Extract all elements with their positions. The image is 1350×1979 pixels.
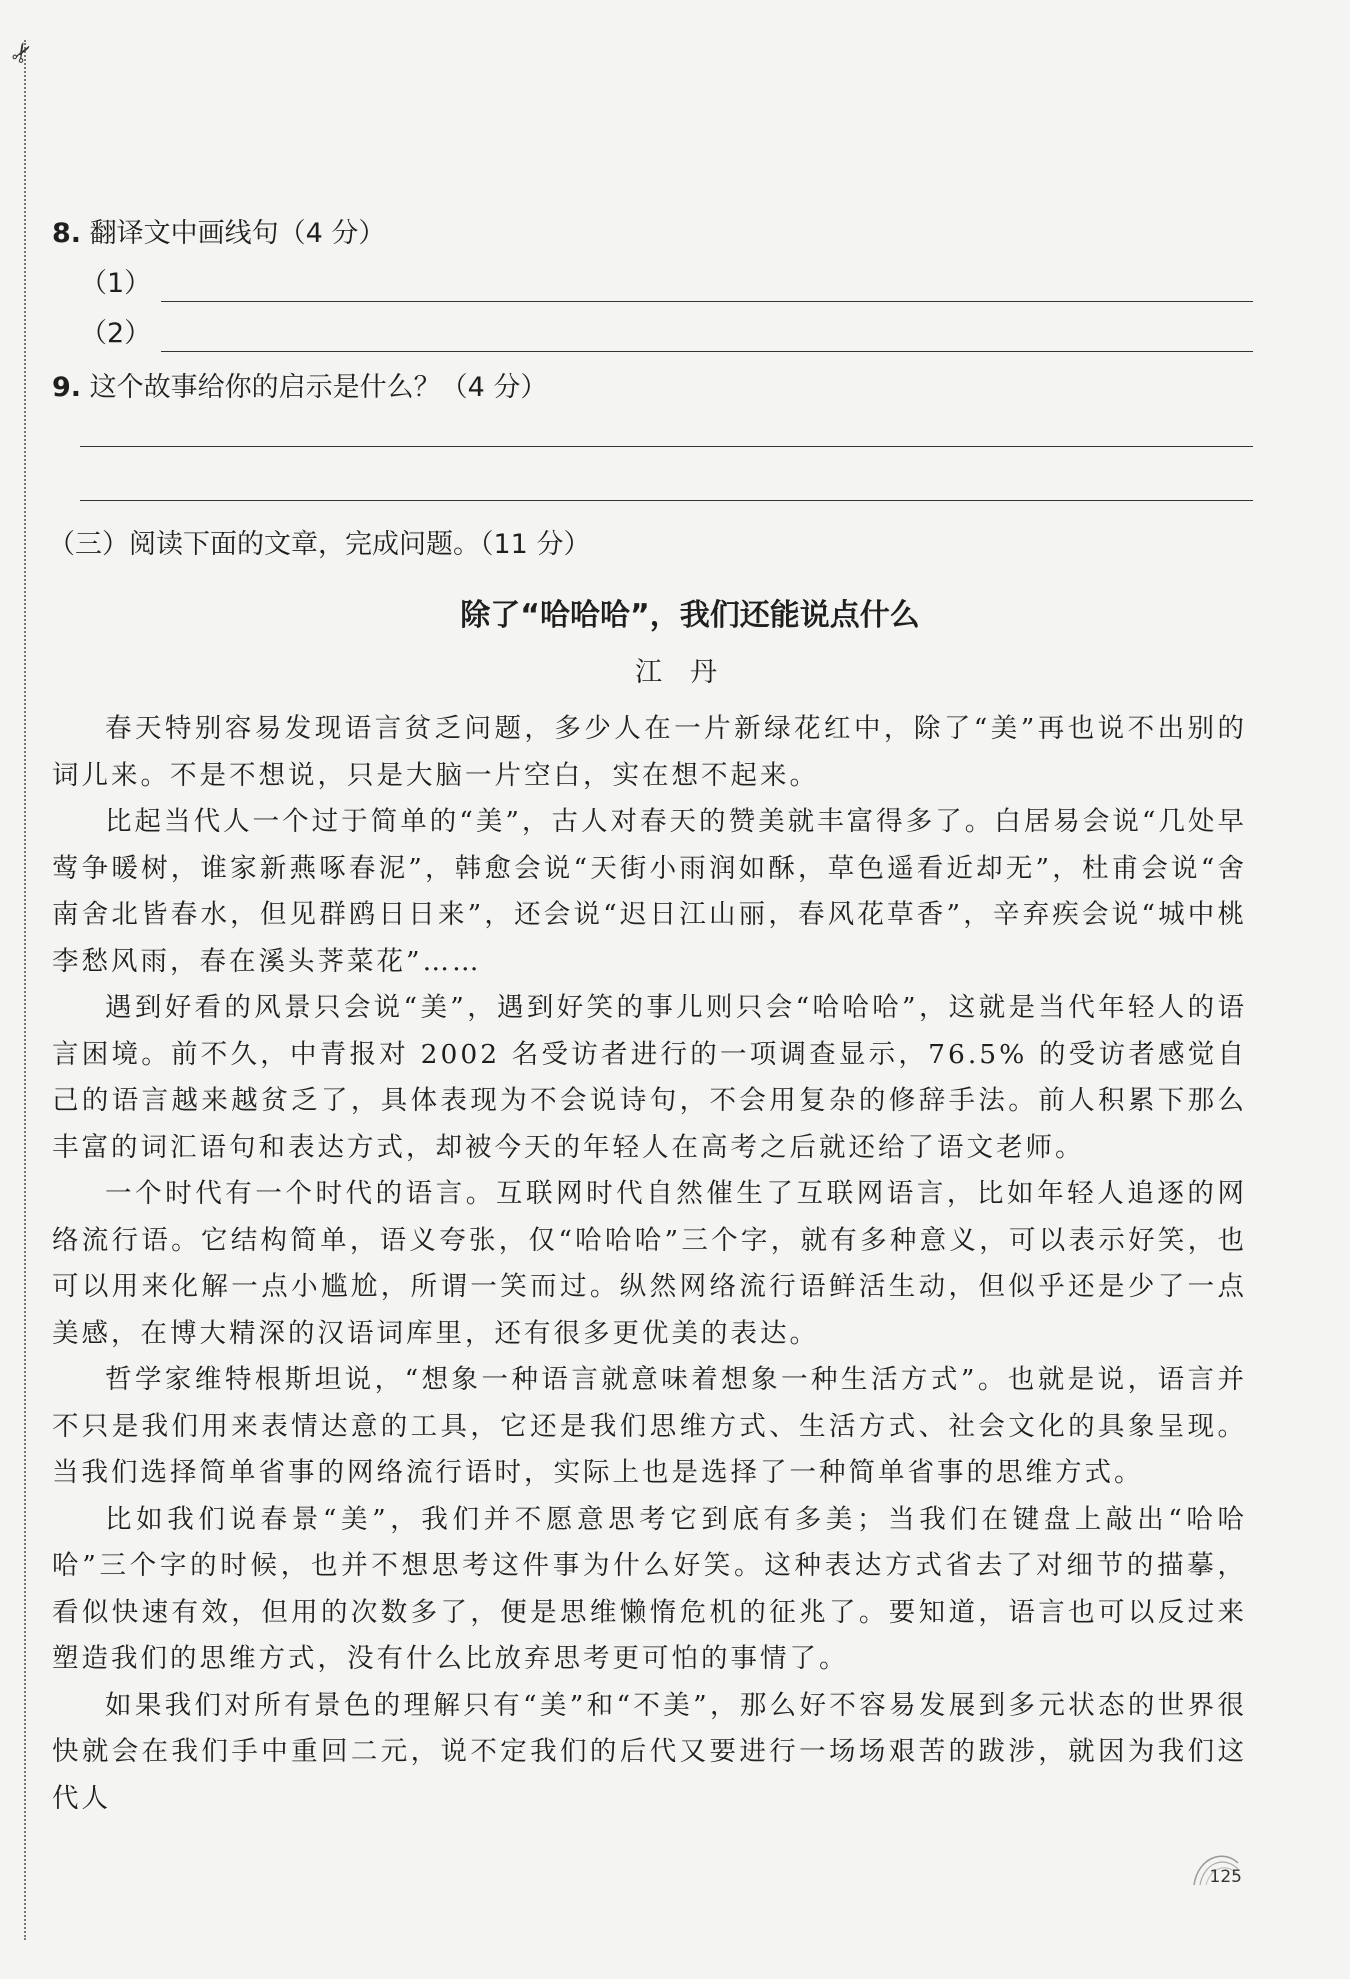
article-paragraph: 比如我们说春景“美”，我们并不愿意思考它到底有多美；当我们在键盘上敲出“哈哈哈”三个字的时候，也并不想思考这件事为什么好笑。这种表达方式省去了对细节的描摹，看似快速有效，但用的次数多了，便是思维懒惰危机的征兆了。要知道，语言也可以反过来塑造我们的思维方式，没有什么比放弃思考更可怕的事情了。 xyxy=(52,1503,1247,1674)
q9-answer-line-1[interactable] xyxy=(80,446,1253,447)
article-paragraph: 哲学家维特根斯坦说，“想象一种语言就意味着想象一种生活方式”。也就是说，语言并不只是我们用来表情达意的工具，它还是我们思维方式、生活方式、社会文化的具象呈现。当我们选择简单省事的网络流行语时，实际上也是选择了一种简单省事的思维方式。 xyxy=(52,1364,1247,1488)
question-8-number: 8. xyxy=(52,218,82,249)
q9-answer-line-2[interactable] xyxy=(80,500,1253,501)
article-author: 江丹 xyxy=(635,657,745,688)
q8-answer-line-1[interactable] xyxy=(80,262,1253,302)
question-9-text: 这个故事给你的启示是什么？（4 分） xyxy=(81,372,548,403)
page-number: 125 xyxy=(1209,1867,1242,1887)
article-body xyxy=(52,706,1247,1822)
q8-answer-label-2: （2） xyxy=(80,318,152,349)
q8-answer-underline-2[interactable] xyxy=(161,337,1253,352)
q8-answer-line-2[interactable] xyxy=(80,312,1253,352)
article-title: 除了“哈哈哈”，我们还能说点什么 xyxy=(460,598,920,633)
question-9-number: 9. xyxy=(52,372,82,403)
article-paragraph: 一个时代有一个时代的语言。互联网时代自然催生了互联网语言，比如年轻人追逐的网络流行语。它结构简单，语义夸张，仅“哈哈哈”三个字，就有多种意义，可以表示好笑，也可以用来化解一点小尴尬，所谓一笑而过。纵然网络流行语鲜活生动，但似乎还是少了一点美感，在博大精深的汉语词库里，还有很多更优美的表达。 xyxy=(52,1178,1247,1349)
section-heading: （三）阅读下面的文章，完成问题。（11 分） xyxy=(48,529,591,560)
page-number-badge xyxy=(1190,1845,1242,1891)
question-8-text: 翻译文中画线句（4 分） xyxy=(81,218,386,249)
article-paragraph: 春天特别容易发现语言贫乏问题，多少人在一片新绿花红中，除了“美”再也说不出别的词儿来。不是不想说，只是大脑一片空白，实在想不起来。 xyxy=(52,713,1247,791)
article-paragraph: 如果我们对所有景色的理解只有“美”和“不美”，那么好不容易发展到多元状态的世界很快就会在我们手中重回二元，说不定我们的后代又要进行一场场艰苦的跋涉，就因为我们这代人 xyxy=(52,1689,1247,1814)
scissors-icon: ✂ xyxy=(4,36,42,70)
question-8 xyxy=(52,216,385,252)
q8-answer-label-1: （1） xyxy=(80,268,152,299)
q8-answer-underline-1[interactable] xyxy=(161,287,1253,302)
article-paragraph: 遇到好看的风景只会说“美”，遇到好笑的事儿则只会“哈哈哈”，这就是当代年轻人的语言困境。前不久，中青报对 2002 名受访者进行的一项调查显示，76.5% 的受访者感觉自己的语言越来越贫乏了，具体表现为不会说诗句，不会用复杂的修辞手法。前人积累下那么丰富的词汇语句和表达方式，却被今天的年轻人在高考之后就还给了语文老师。 xyxy=(52,992,1247,1163)
cut-line xyxy=(24,40,26,1940)
question-9 xyxy=(52,370,547,406)
article-paragraph: 比起当代人一个过于简单的“美”，古人对春天的赞美就丰富得多了。白居易会说“几处早莺争暖树，谁家新燕啄春泥”，韩愈会说“天街小雨润如酥，草色遥看近却无”，杜甫会说“舍南舍北皆春水，但见群鸥日日来”，还会说“迟日江山丽，春风花草香”，辛弃疾会说“城中桃李愁风雨，春在溪头荠菜花”…… xyxy=(52,806,1247,977)
